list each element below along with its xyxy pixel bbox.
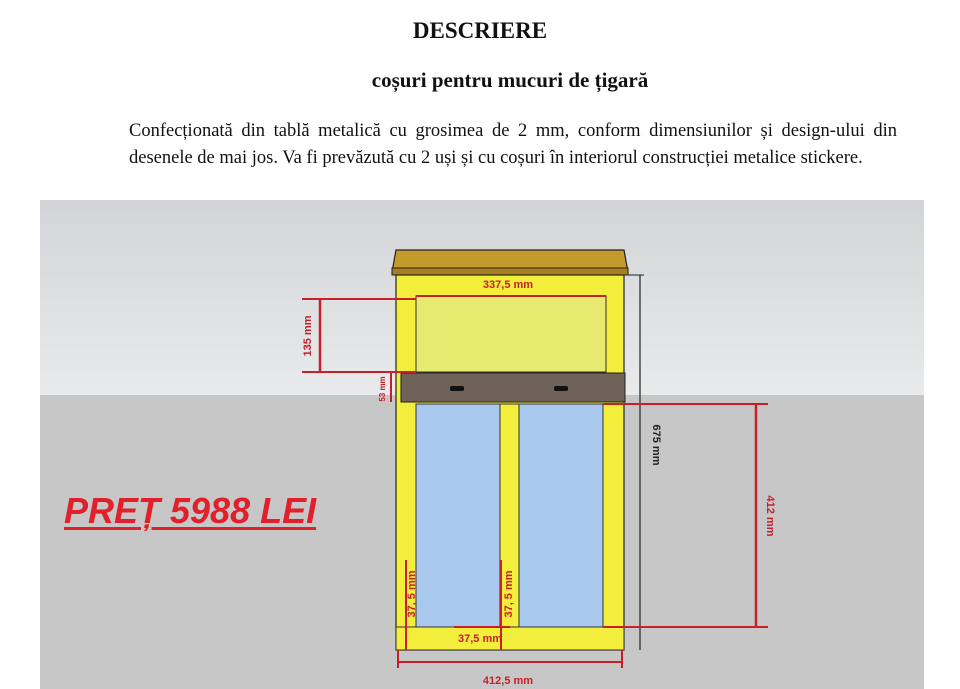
bin-middle-band: [401, 373, 625, 402]
document-subtitle: coșuri pentru mucuri de țigară: [371, 68, 649, 92]
bin-lid-front: [392, 268, 628, 275]
dim-label-top-height: 135 mm: [302, 315, 314, 357]
technical-drawing: [40, 200, 924, 689]
dim-label-top-width: 337,5 mm: [482, 279, 534, 291]
bottom-rail: [396, 627, 624, 650]
dim-label-total-width: 412,5 mm: [482, 675, 534, 687]
document-title: DESCRIERE: [412, 18, 548, 43]
dim-label-band: 53 mm: [378, 376, 387, 402]
slot-right: [554, 386, 568, 391]
dim-label-frame-left: 37, 5 mm: [406, 570, 418, 618]
door-left: [416, 404, 500, 627]
door-right: [519, 404, 603, 627]
price-label: PREȚ 5988 LEI: [64, 490, 317, 531]
bin-top-panel: [416, 296, 606, 372]
dim-label-door-height: 412 mm: [764, 495, 776, 537]
slot-left: [450, 386, 464, 391]
bin-drawing-svg: [40, 200, 924, 689]
dim-label-bottom-gap: 37,5 mm: [457, 633, 503, 645]
dim-label-frame-middle: 37, 5 mm: [503, 570, 515, 618]
description-paragraph: Confecționată din tablă metalică cu grosimea de 2 mm, conform dimensiunilor și design-ului din desenele de mai jos. Va fi prevăzută cu 2 uși și cu coșuri în interiorul construcției metalice stickere.: [129, 121, 897, 168]
dim-label-total-height: 675 mm: [650, 424, 662, 466]
